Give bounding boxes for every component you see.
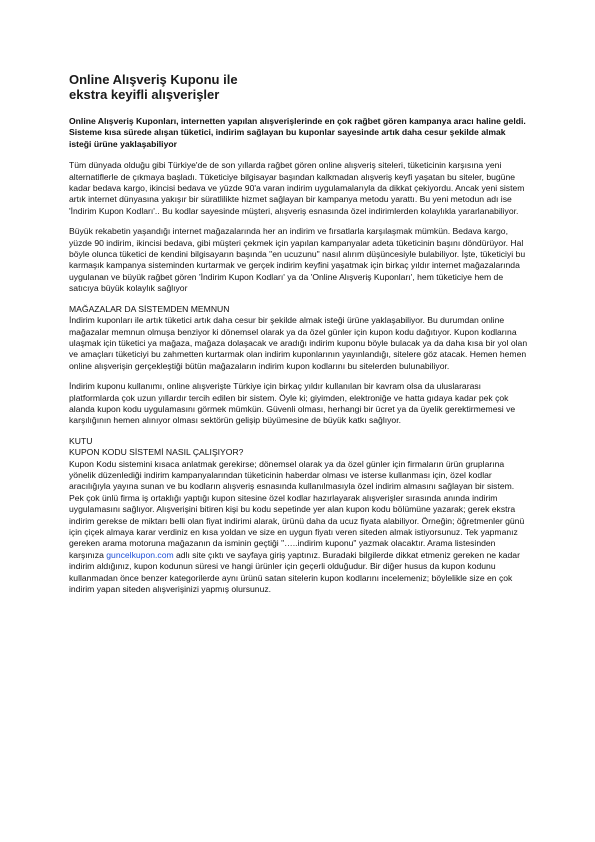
guncelkupon-link[interactable]: guncelkupon.com	[106, 549, 174, 560]
document-page	[69, 72, 529, 604]
paragraph-5-part-1: Kupon Kodu sistemini kısaca anlatmak gerekirse; dönemsel olarak ya da özel günler için firmaların ürün gruplarına yönelik düzenlediği indirim kampanyalarından tüketicinin haberdar olması ve isterse kullanması için, özel kodlar aracılığıyla yayına sunan ve bu kodların alışveriş esnasında kullanılmasıyla özel indirim almasını sağlayan bir sistem. Pek çok ünlü firma iş ortaklığı yaptığı kupon sitesine özel kodlar hazırlayarak alışverişler sırasında anında indirim uygulamasını sağlıyor. Alışverişini bitiren kişi bu kodu sepetinde yer alan kupon kodu bölümüne yazarak; gerek ekstra indirim gerekse de miktarı belli olan fiyat indirimi alarak, ürünü daha da ucuz fiyata alabiliyor. Örneğin; öğretmenler günü için çiçek almaya karar verdiniz en kısa yoldan ve size en uygun fiyatı veren siteden almak istiyorsunuz. Tek yapmanız gereken arama motoruna mağazanın da isminin geçtiği "…..indirim kuponu" yazmak olacaktır. Arama listesinden karşınıza	[69, 458, 525, 560]
title-line-2: ekstra keyifli alışverişler	[69, 87, 220, 102]
section-heading-kutu: KUTU	[69, 435, 93, 446]
paragraph-2: Büyük rekabetin yaşandığı internet mağazalarında her an indirim ve fırsatlarla karşılaşmak mümkün. Bedava kargo, yüzde 90 indirim, ikincisi bedava, gibi müşteri çekmek için yapılan kampanyalar adeta tüketicinin başını döndürüyor. Hal böyle olunca tüketici de kendini bilgisayarın başında "en ucuzunu" nasıl alırım düşüncesiyle bulabiliyor. İşte, tüketiciyi bu karmaşık kampanya sisteminden kurtarmak ve gerçek indirim keyfini yaşatmak için birkaç yıldır internet mağazalarında uygulanan ve büyük rağbet gören 'İndirim Kupon Kodları' ya da 'Online Alışveriş Kuponları', hem tüketiciye hem de satıcıya büyük kolaylık sağlıyor	[69, 226, 526, 294]
section-heading-magazalar: MAĞAZALAR DA SİSTEMDEN MEMNUN	[69, 303, 230, 314]
paragraph-3: İndirim kuponları ile artık tüketici artık daha cesur bir şekilde almak isteği ürüne yaklaşabiliyor. Bu durumdan online mağazalar memnun olmuşa benziyor ki dönemsel olarak ya da özel günler için kupon kodu dağıtıyor. Kupon kodlarına ulaşmak için tüketici ya mağaza, mağaza dolaşacak ve aradığı indirim kuponu böyle bulacak ya da daha kısa bir yol olan ve amaçları tüketiciyi bu zahmetten kurtarmak olan indirim kuponlarının yayınlandığı, sitelere göz atacak. Hemen hemen online alışverişin gerçekleştiği bütün mağazaların indirim kupon kodlarını bu sitelerden bulunabiliyor.	[69, 315, 528, 371]
paragraph-5-part-2: adlı site çıktı ve sayfaya giriş yaptınız. Buradaki bilgilerde dikkat etmeniz gereken ne kadar indirim aldığınız, kupon kodunun süresi ve hangi ürünler için geçerli olduğudur. Bir diğer husus da kupon kodunu kullanmadan önce benzer kategorilerde aynı ürünü satan sitelerin kupon kodlarını incelemeniz; böylelikle size en çok indirim yapan siteden alışverişinizi yapmış olursunuz.	[69, 549, 520, 595]
paragraph-4: İndirim kuponu kullanımı, online alışverişte Türkiye için birkaç yıldır kullanılan bir kavram olsa da uluslararası platformlarda çok uzun yıllardır tercih edilen bir sistem. Öyle ki; giyimden, elektroniğe ve hatta gıdaya kadar pek çok alanda kupon kodu uygulamasını görmek mümkün. Güvenli olması, herhangi bir ücret ya da üyelik gerektirmemesi ve karşılığının hemen alınıyor olması sektörün gelişip büyümesine de büyük katkı sağlıyor.	[69, 381, 516, 426]
section-heading-kupon-kodu: KUPON KODU SİSTEMİ NASIL ÇALIŞIYOR?	[69, 447, 244, 458]
section-magazalar	[69, 304, 529, 427]
lead-paragraph: Online Alışveriş Kuponları, internetten yapılan alışverişlerinde en çok rağbet gören kampanya aracı haline geldi. Sisteme kısa sürede alışan tüketici, indirim sağlayan bu kuponlar sayesinde artık daha cesur şekilde almak isteği ürüne yaklaşabiliyor	[69, 116, 526, 149]
title-line-1: Online Alışveriş Kuponu ile	[69, 72, 238, 87]
article-title	[69, 72, 529, 102]
paragraph-1: Tüm dünyada olduğu gibi Türkiye'de de son yıllarda rağbet gören online alışveriş siteleri, tüketicinin karşısına yeni alternatiflerle de çıkmaya başladı. Tüketiciye bilgisayar başından kalkmadan alışveriş keyfi yaşatan bu siteler, bugüne kadar bedava kargo, ikincisi bedava ve yüzde 90'a varan indirim uygulamalarıyla da dikkat çekiyordu. Ancak yeni sistem artık internet dünyasına yakışır bir süratlilikte hizmet sağlayan bir kampanya metodu yarattı. Bu yeni metodun adı ise 'İndirim Kupon Kodları'.. Bu kodlar sayesinde müşteri, alışveriş esnasında özel indirimlerden kolaylıkla yararlanabiliyor.	[69, 160, 525, 216]
paragraph-5	[69, 459, 529, 596]
section-kutu	[69, 436, 529, 596]
